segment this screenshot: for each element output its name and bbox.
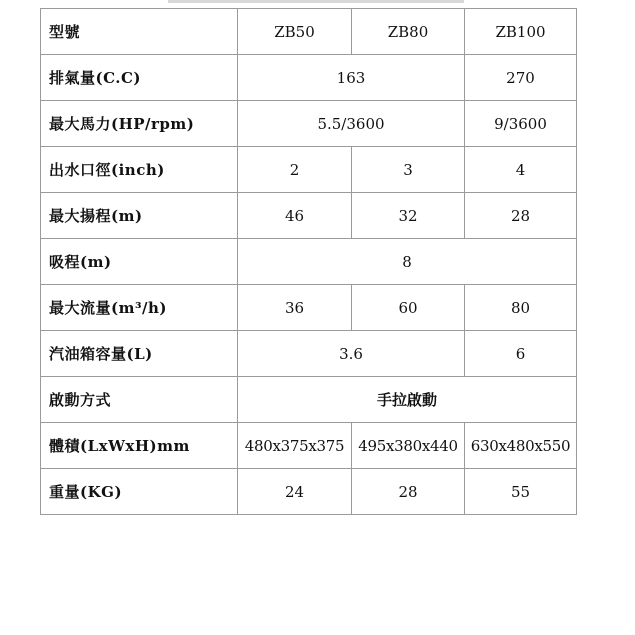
weight-zb100: 55 [465,469,577,515]
fuel-tank-zb100: 6 [465,331,577,377]
model-zb80: ZB80 [352,9,465,55]
label-model: 型號 [41,9,238,55]
spec-table [40,8,577,515]
dimensions-zb80: 495x380x440 [352,423,465,469]
weight-zb80: 28 [352,469,465,515]
dimensions-zb100: 630x480x550 [465,423,577,469]
table-row-fuel-tank [41,331,577,377]
max-head-zb100: 28 [465,193,577,239]
table-row-dimensions [41,423,577,469]
outlet-zb50: 2 [238,147,352,193]
label-fuel-tank: 汽油箱容量(L) [41,331,238,377]
fuel-tank-zb50-zb80: 3.6 [238,331,465,377]
table-row-max-power [41,101,577,147]
table-row-weight [41,469,577,515]
model-zb50: ZB50 [238,9,352,55]
table-row-max-flow [41,285,577,331]
model-zb100: ZB100 [465,9,577,55]
suction-all: 8 [238,239,577,285]
weight-zb50: 24 [238,469,352,515]
dimensions-zb50: 480x375x375 [238,423,352,469]
label-weight: 重量(KG) [41,469,238,515]
max-power-zb50-zb80: 5.5/3600 [238,101,465,147]
top-divider [168,0,464,3]
table-row-suction [41,239,577,285]
table-row-model [41,9,577,55]
label-max-head: 最大揚程(m) [41,193,238,239]
max-flow-zb80: 60 [352,285,465,331]
max-head-zb50: 46 [238,193,352,239]
label-max-flow: 最大流量(m³/h) [41,285,238,331]
table-row-start [41,377,577,423]
table-row-max-head [41,193,577,239]
label-outlet: 出水口徑(inch) [41,147,238,193]
max-power-zb100: 9/3600 [465,101,577,147]
start-all: 手拉啟動 [238,377,577,423]
max-flow-zb100: 80 [465,285,577,331]
max-flow-zb50: 36 [238,285,352,331]
label-start: 啟動方式 [41,377,238,423]
label-suction: 吸程(m) [41,239,238,285]
outlet-zb100: 4 [465,147,577,193]
label-max-power: 最大馬力(HP/rpm) [41,101,238,147]
label-displacement: 排氣量(C.C) [41,55,238,101]
table-row-displacement [41,55,577,101]
outlet-zb80: 3 [352,147,465,193]
table-row-outlet [41,147,577,193]
max-head-zb80: 32 [352,193,465,239]
displacement-zb100: 270 [465,55,577,101]
label-dimensions: 體積(LxWxH)mm [41,423,238,469]
displacement-zb50-zb80: 163 [238,55,465,101]
